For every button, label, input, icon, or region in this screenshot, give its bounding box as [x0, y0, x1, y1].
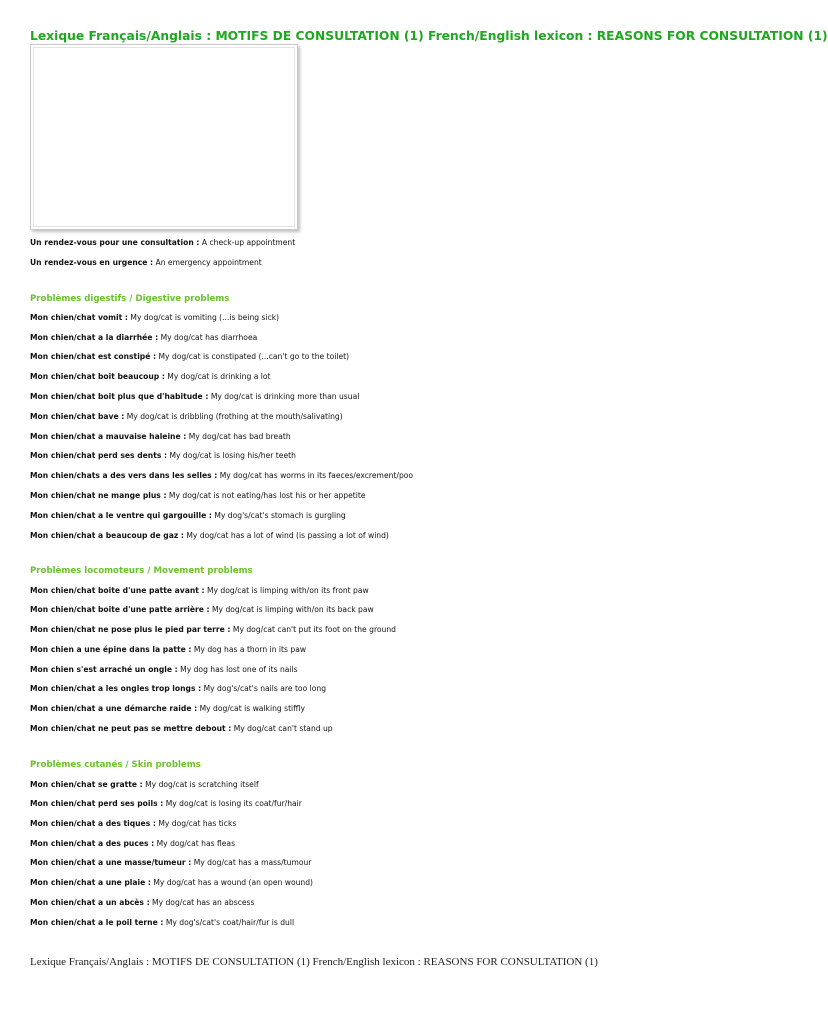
- term-fr: Mon chien/chat vomit :: [30, 313, 128, 322]
- term-fr: Un rendez-vous pour une consultation :: [30, 238, 200, 247]
- term-fr: Mon chien/chat boit beaucoup :: [30, 372, 165, 381]
- term-en: My dog/cat is not eating/has lost his or her appetite: [168, 491, 366, 500]
- list-item: [30, 799, 302, 809]
- term-fr: Mon chien/chat ne peut pas se mettre debout :: [30, 724, 232, 733]
- term-fr: Mon chien/chat a une démarche raide :: [30, 704, 198, 713]
- list-item: [30, 471, 413, 481]
- term-fr: Mon chien s'est arraché un ongle :: [30, 665, 178, 674]
- term-fr: Mon chien/chat a une masse/tumeur :: [30, 858, 192, 867]
- term-en: My dog/cat has ticks: [158, 819, 237, 828]
- term-en: My dog's/cat's stomach is gurgling: [214, 511, 346, 520]
- list-item: [30, 684, 326, 694]
- list-item: [30, 819, 236, 829]
- term-fr: Mon chien/chat boite d'une patte arrière :: [30, 605, 210, 614]
- list-item: [30, 491, 366, 501]
- list-item: [30, 451, 296, 461]
- term-fr: Mon chien/chat perd ses poils :: [30, 799, 164, 808]
- term-fr: Mon chien/chat ne pose plus le pied par terre :: [30, 625, 231, 634]
- term-en: My dog has lost one of its nails: [180, 665, 298, 674]
- term-en: My dog/cat is limping with/on its front paw: [206, 586, 369, 595]
- list-item: [30, 724, 333, 734]
- list-item: [30, 372, 271, 382]
- term-en: My dog/cat can't put its foot on the ground: [232, 625, 396, 634]
- list-item: [30, 313, 279, 323]
- term-en: My dog/cat is dribbling (frothing at the mouth/salivating): [126, 412, 343, 421]
- term-fr: Mon chien/chat a beaucoup de gaz :: [30, 531, 184, 540]
- term-en: My dog/cat has a wound (an open wound): [153, 878, 313, 887]
- term-fr: Mon chien/chat a des puces :: [30, 839, 155, 848]
- term-fr: Mon chien/chat est constipé :: [30, 352, 157, 361]
- term-en: My dog/cat is limping with/on its back paw: [212, 605, 374, 614]
- image-placeholder: [30, 44, 298, 230]
- list-item: [30, 432, 291, 442]
- term-fr: Mon chien/chat a le poil terne :: [30, 918, 164, 927]
- term-en: My dog/cat can't stand up: [233, 724, 333, 733]
- term-fr: Mon chien/chat a des tiques :: [30, 819, 156, 828]
- list-item: [30, 392, 359, 402]
- list-item: [30, 412, 343, 422]
- section-heading-movement: Problèmes locomoteurs / Movement problems: [30, 566, 253, 576]
- term-fr: Mon chien/chat se gratte :: [30, 780, 143, 789]
- term-en: My dog/cat is losing its coat/fur/hair: [165, 799, 302, 808]
- term-en: My dog/cat is vomiting (...is being sick): [130, 313, 280, 322]
- term-fr: Mon chien/chat a mauvaise haleine :: [30, 432, 187, 441]
- term-en: My dog's/cat's coat/hair/fur is dull: [165, 918, 295, 927]
- section-heading-digestive: Problèmes digestifs / Digestive problems: [30, 294, 230, 304]
- section-heading-skin: Problèmes cutanés / Skin problems: [30, 760, 201, 770]
- term-fr: Mon chien a une épine dans la patte :: [30, 645, 192, 654]
- term-en: My dog/cat has diarrhoea: [160, 333, 258, 342]
- term-en: My dog/cat is scratching itself: [145, 780, 259, 789]
- term-fr: Mon chien/chat a une plaie :: [30, 878, 151, 887]
- list-item: [30, 645, 306, 655]
- term-en: My dog/cat is constipated (...can't go to the toilet): [158, 352, 350, 361]
- term-en: My dog's/cat's nails are too long: [203, 684, 327, 693]
- term-en: My dog/cat has worms in its faeces/excrement/poo: [219, 471, 414, 480]
- term-fr: Mon chien/chat ne mange plus :: [30, 491, 167, 500]
- term-fr: Mon chien/chat bave :: [30, 412, 125, 421]
- term-en: An emergency appointment: [155, 258, 262, 267]
- list-item: [30, 898, 254, 908]
- list-item: [30, 511, 346, 521]
- list-item: [30, 586, 369, 596]
- list-item: [30, 531, 389, 541]
- term-fr: Un rendez-vous en urgence :: [30, 258, 154, 267]
- list-item: [30, 858, 311, 868]
- document-title: Lexique Français/Anglais : MOTIFS DE CONSULTATION (1) French/English lexicon : REASONS FOR CONSULTATION (1): [30, 29, 828, 43]
- list-item: [30, 878, 313, 888]
- intro-line: [30, 258, 262, 268]
- term-en: My dog/cat has a mass/tumour: [193, 858, 312, 867]
- list-item: [30, 704, 305, 714]
- list-item: [30, 839, 235, 849]
- term-en: My dog/cat has fleas: [156, 839, 236, 848]
- term-fr: Mon chien/chat a un abcès :: [30, 898, 150, 907]
- list-item: [30, 352, 349, 362]
- list-item: [30, 605, 374, 615]
- term-en: My dog has a thorn in its paw: [193, 645, 307, 654]
- list-item: [30, 625, 396, 635]
- list-item: [30, 918, 294, 928]
- term-en: My dog/cat has an abscess: [152, 898, 255, 907]
- term-fr: Mon chien/chat a le ventre qui gargouille :: [30, 511, 212, 520]
- term-en: My dog/cat is walking stiffly: [199, 704, 305, 713]
- list-item: [30, 780, 259, 790]
- term-en: My dog/cat has bad breath: [188, 432, 291, 441]
- term-en: My dog/cat is drinking a lot: [167, 372, 271, 381]
- term-en: A check-up appointment: [201, 238, 296, 247]
- term-en: My dog/cat is drinking more than usual: [210, 392, 360, 401]
- term-fr: Mon chien/chat boit plus que d'habitude :: [30, 392, 209, 401]
- term-fr: Mon chien/chats a des vers dans les selles :: [30, 471, 218, 480]
- intro-line: [30, 238, 295, 248]
- term-en: My dog/cat has a lot of wind (is passing a lot of wind): [186, 531, 389, 540]
- term-fr: Mon chien/chat perd ses dents :: [30, 451, 168, 460]
- list-item: [30, 333, 257, 343]
- page-footer: Lexique Français/Anglais : MOTIFS DE CONSULTATION (1) French/English lexicon : REASONS FOR CONSULTATION (1): [30, 956, 598, 968]
- list-item: [30, 665, 298, 675]
- term-fr: Mon chien/chat a la diarrhée :: [30, 333, 159, 342]
- term-fr: Mon chien/chat a les ongles trop longs :: [30, 684, 202, 693]
- term-en: My dog/cat is losing his/her teeth: [169, 451, 296, 460]
- term-fr: Mon chien/chat boite d'une patte avant :: [30, 586, 205, 595]
